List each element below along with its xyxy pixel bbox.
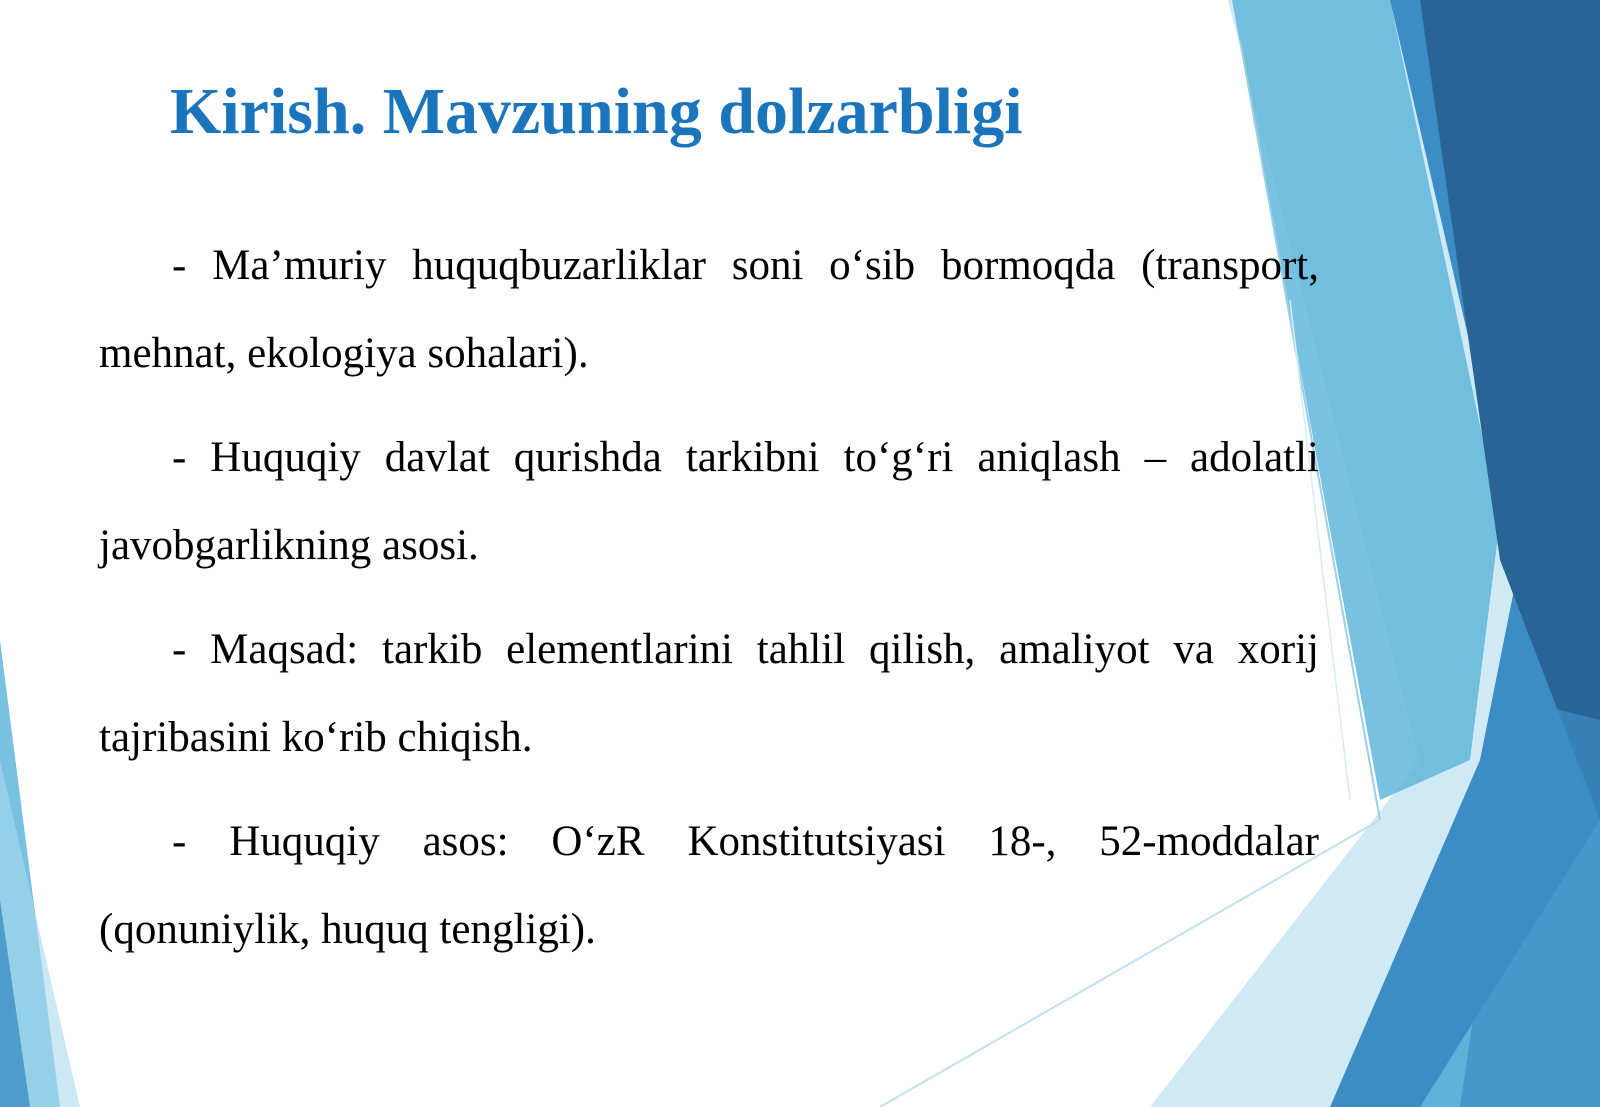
bullet-point-3: - Maqsad: tarkib elementlarini tahlil qilish, amaliyot va xorij tajribasini ko‘rib chiqish. <box>99 626 1319 761</box>
bullet-point-4: - Huquqiy asos: O‘zR Konstitutsiyasi 18-, 52-moddalar (qonuniylik, huquq tengligi). <box>99 818 1319 953</box>
bullet-point-1: - Ma’muriy huquqbuzarliklar soni o‘sib bormoqda (transport, mehnat, ekologiya sohalari). <box>99 242 1319 377</box>
bullet-point-2: - Huquqiy davlat qurishda tarkibni to‘g‘ri aniqlash – adolatli javobgarlikning asosi. <box>99 434 1319 569</box>
slide-body <box>99 222 1319 990</box>
slide-title: Kirish. Mavzuning dolzarbligi <box>170 75 1023 148</box>
